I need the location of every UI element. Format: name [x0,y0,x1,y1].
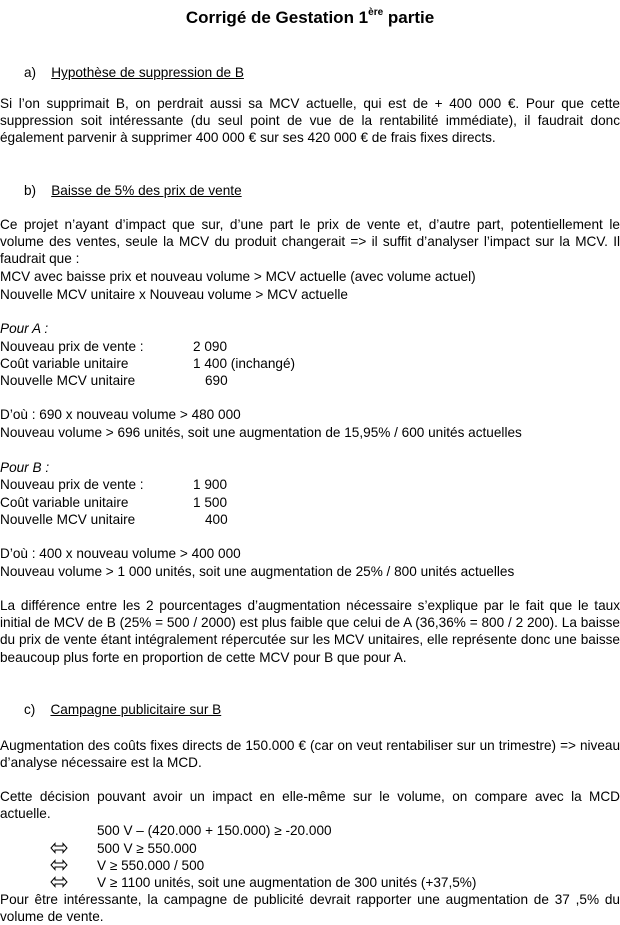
document-title [0,3,620,28]
equation-line: 500 V – (420.000 + 150.000) ≥ -20.000 [97,823,332,838]
section-c-text-2: Cette décision pouvant avoir un impact en elle-même sur le volume, on compare avec la MCD actuelle. [0,789,620,822]
product-b-result-1: D’où : 400 x nouveau volume > 400 000 [0,546,241,561]
section-b-heading [24,182,242,199]
row-value: 1 500 [193,495,228,510]
section-b-intro: Ce projet n’ayant d’impact que sur, d’une part le prix de vente et, d’autre part, potentiellement le volume des ventes, seule la MCV du produit changerait => il suffit d’analyser l’impact sur la MCV. Il faudrait que : [0,217,620,267]
section-c-text-1: Augmentation des coûts fixes directs de 150.000 € (car on veut rentabiliser sur un trimestre) => niveau d’analyse nécessaire est la MCD. [0,738,620,771]
section-a-label: a) [24,65,37,80]
section-b-label: b) [24,183,37,198]
equivalence-arrow-icon [50,842,68,854]
row-label: Nouveau prix de vente : [0,339,144,354]
row-label: Coût variable unitaire [0,356,129,371]
equation-line: 500 V ≥ 550.000 [97,841,197,856]
title-main: Corrigé de Gestation 1 [185,8,369,27]
condition-2: Nouvelle MCV unitaire x Nouveau volume > MCV actuelle [0,287,348,302]
section-c-heading [24,701,221,718]
title-rest: partie [383,8,435,27]
section-c-title: Campagne publicitaire sur B [50,702,222,717]
row-label: Nouvelle MCV unitaire [0,373,136,388]
row-value: 690 [205,373,228,388]
title-superscript: ère [368,7,384,18]
row-label: Nouveau prix de vente : [0,477,144,492]
product-a-result-1: D’où : 690 x nouveau volume > 480 000 [0,407,241,422]
product-a-title: Pour A : [0,321,49,336]
section-a-heading [24,64,244,81]
row-label: Nouvelle MCV unitaire [0,512,136,527]
equation-line: V ≥ 1100 unités, soit une augmentation de 300 unités (+37,5%) [97,875,477,890]
row-value: 2 090 [193,339,228,354]
row-value: 400 [205,512,228,527]
section-c-label: c) [24,702,36,717]
equivalence-arrow-icon [50,876,68,888]
section-a-text: Si l’on supprimait B, on perdrait aussi sa MCV actuelle, qui est de + 400 000 €. Pour que cette suppression soit intéressante (du seul point de vue de la rentabilité immédiate), il faudrait donc également parvenir à supprimer 400 000 € sur ses 420 000 € de frais fixes directs. [0,96,620,146]
equation-line: V ≥ 550.000 / 500 [97,858,205,873]
section-a-title: Hypothèse de suppression de B [51,65,244,80]
condition-1: MCV avec baisse prix et nouveau volume > MCV actuelle (avec volume actuel) [0,269,476,284]
product-a-result-2: Nouveau volume > 696 unités, soit une augmentation de 15,95% / 600 unités actuelles [0,425,522,440]
product-b-title: Pour B : [0,460,50,475]
product-b-result-2: Nouveau volume > 1 000 unités, soit une augmentation de 25% / 800 unités actuelles [0,564,515,579]
equivalence-arrow-icon [50,859,68,871]
section-b-conclusion: La différence entre les 2 pourcentages d’augmentation nécessaire s’explique par le fait que le taux initial de MCV de B (25% = 500 / 2000) est plus faible que celui de A (36,36% = 800 / 2 200). La baisse du prix de vente étant intégralement répercutée sur les MCV unitaires, elle représente donc une baisse beaucoup plus forte en proportion de cette MCV pour B que pour A. [0,598,620,665]
section-b-title: Baisse de 5% des prix de vente [51,183,242,198]
row-value: 1 900 [193,477,228,492]
row-label: Coût variable unitaire [0,495,129,510]
section-c-final: Pour être intéressante, la campagne de publicité devrait rapporter une augmentation de 37 ,5% du volume de vente. [0,892,620,925]
row-value: 1 400 (inchangé) [193,356,296,371]
